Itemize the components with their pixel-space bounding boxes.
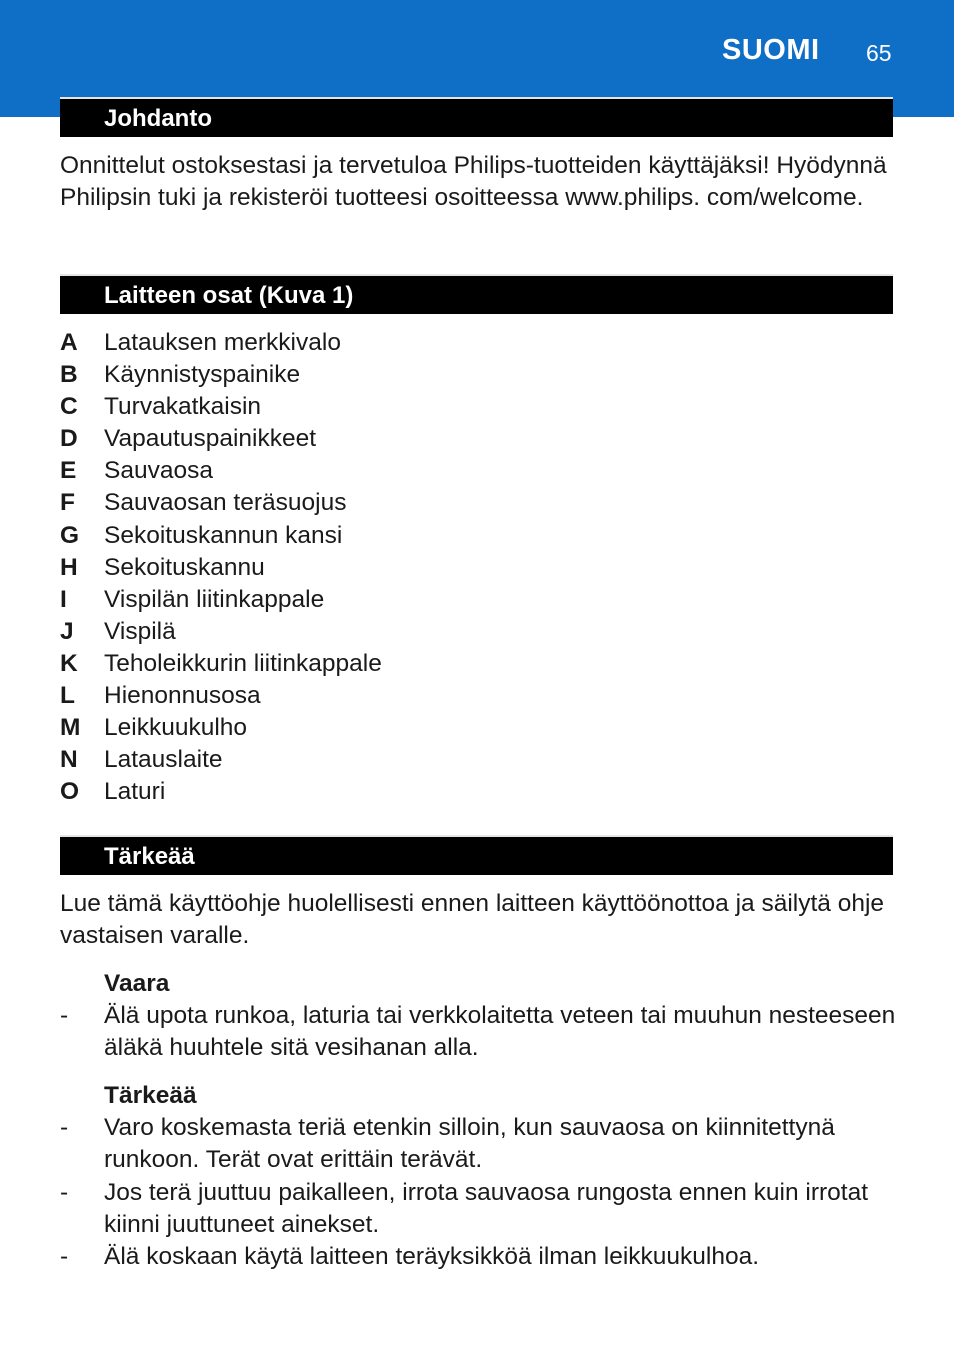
page-number: 65 [866,40,892,66]
part-letter: B [60,361,78,389]
section-header-parts [60,274,893,314]
bullet-dash: - [60,1243,69,1270]
part-letter: M [60,714,81,742]
part-letter: E [60,457,77,485]
important-bullet [60,1177,900,1241]
section-header-important [60,835,893,875]
intro-paragraph: Onnittelut ostoksestasi ja tervetuloa Philips-tuotteiden käyttäjäksi! Hyödynnä Philipsin tuki ja rekisteröi tuotteesi osoitteessa www.philips. com/welcome. [60,152,887,211]
part-letter: A [60,329,78,356]
part-letter: K [60,649,78,677]
important-bullet [60,1241,900,1273]
language-title: SUOMI [722,34,820,66]
part-label: Käynnistyspainike [104,361,301,389]
section-title-parts: Laitteen osat (Kuva 1) [104,282,354,309]
part-label: Laturi [104,778,166,806]
part-label: Sekoituskannun kansi [104,521,343,549]
part-letter: I [60,585,67,613]
part-label: Teholeikkurin liitinkappale [104,649,382,677]
part-label: Vispilä [104,617,176,645]
part-letter: N [60,746,78,774]
bullet-text: Älä upota runkoa, laturia tai verkkolaitetta veteen tai muuhun nesteeseen äläkä huuhtele sitä vesihanan alla. [104,1002,896,1061]
part-label: Sauvaosan teräsuojus [104,489,347,517]
important-bullet [60,1112,900,1176]
section-header-intro [60,97,893,137]
bullet-text: Jos terä juuttuu paikalleen, irrota sauvaosa rungosta ennen kuin irrotat kiinni juuttuneet ainekset. [104,1179,869,1238]
part-letter: J [60,617,74,645]
important-heading: Tärkeää [104,1082,197,1109]
part-label: Vispilän liitinkappale [104,585,325,613]
bullet-text: Varo koskemasta teriä etenkin silloin, kun sauvaosa on kiinnitettynä runkoon. Terät ovat erittäin terävät. [104,1114,835,1173]
important-paragraph: Lue tämä käyttöohje huolellisesti ennen laitteen käyttöönottoa ja säilytä ohje vastaisen varalle. [60,890,885,949]
section-title-intro: Johdanto [104,105,212,132]
danger-heading: Vaara [104,970,170,997]
bullet-dash: - [60,1002,69,1029]
part-label: Sekoituskannu [104,553,265,581]
bullet-text: Älä koskaan käytä laitteen teräyksikköä ilman leikkuukulhoa. [104,1243,760,1270]
part-label: Latauksen merkkivalo [104,329,341,356]
section-title-important: Tärkeää [104,843,195,870]
part-letter: L [60,682,75,710]
bullet-dash: - [60,1114,69,1141]
part-label: Leikkuukulho [104,714,248,742]
part-letter: G [60,521,80,549]
part-label: Sauvaosa [104,457,213,485]
part-letter: H [60,553,78,581]
part-label: Latauslaite [104,746,223,774]
part-label: Hienonnusosa [104,682,261,710]
part-label: Vapautuspainikkeet [104,425,317,453]
danger-bullet [60,1000,900,1064]
part-letter: O [60,778,80,806]
part-letter: F [60,489,75,517]
part-letter: D [60,425,78,453]
bullet-dash: - [60,1179,69,1206]
part-label: Turvakatkaisin [104,393,262,421]
part-letter: C [60,393,78,421]
